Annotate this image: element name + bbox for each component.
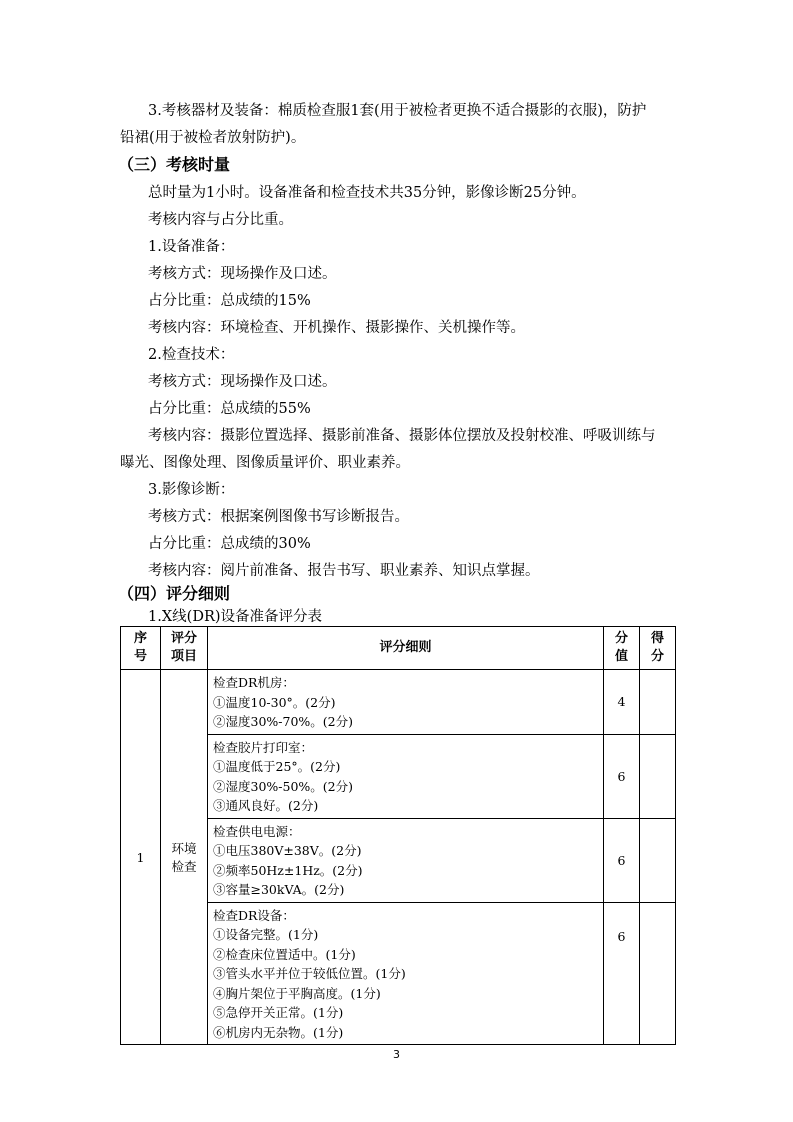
detail-line: ①设备完整。(1分) [213, 927, 319, 942]
detail-line: 检查DR机房： [213, 675, 295, 690]
detail-line: ②频率50Hz±1Hz。(2分) [213, 862, 363, 878]
s3-method: 考核方式：根据案例图像书写诊断报告。 [148, 509, 409, 525]
row-got-input[interactable] [640, 902, 676, 1045]
s2-weight: 占分比重：总成绩的55% [148, 401, 311, 417]
table-caption: 1.X线(DR)设备准备评分表 [148, 609, 323, 625]
header-got-line-2: 分 [650, 649, 664, 664]
header-index [121, 627, 161, 670]
detail-line: ③管头水平并位于较低位置。(1分) [213, 966, 406, 981]
s2-content-line-2: 曝光、图像处理、图像质量评价、职业素养。 [120, 455, 410, 471]
group-item-line-1: 环境 [171, 841, 197, 856]
row-detail [208, 670, 604, 735]
header-got [640, 627, 676, 670]
detail-line: 检查供电电源： [213, 823, 301, 839]
s2-title: 2.检查技术： [148, 347, 235, 363]
row-got-input[interactable] [640, 734, 676, 818]
s2-method: 考核方式：现场操作及口述。 [148, 374, 337, 390]
detail-line: ③容量≥30kVA。(2分) [213, 882, 345, 897]
detail-line: ①温度10-30°。(2分) [213, 694, 336, 710]
s1-method: 考核方式：现场操作及口述。 [148, 266, 337, 282]
detail-line: ②检查床位置适中。(1分) [213, 946, 356, 962]
group-index: 1 [121, 670, 161, 1045]
table-row [121, 670, 676, 735]
detail-line: ①电压380V±38V。(2分) [213, 843, 362, 858]
row-detail [208, 818, 604, 902]
detail-line: ⑤急停开关正常。(1分) [213, 1005, 344, 1020]
group-item [161, 670, 208, 1045]
scoring-table [120, 626, 676, 1045]
detail-line: ②湿度30%-50%。(2分) [213, 778, 353, 794]
header-score-line-2: 值 [614, 649, 628, 664]
page-number: 3 [393, 1048, 400, 1061]
detail-line: ⑥机房内无杂物。(1分) [213, 1024, 344, 1040]
section-heading-scoring: （四）评分细则 [118, 584, 231, 603]
header-item [161, 627, 208, 670]
header-detail: 评分细则 [208, 627, 604, 670]
row-score: 6 [604, 818, 640, 902]
row-detail [208, 902, 604, 1045]
equipment-line-2: 铅裙(用于被检者放射防护)。 [120, 130, 306, 146]
row-got-input[interactable] [640, 670, 676, 735]
row-score: 4 [604, 670, 640, 735]
row-detail [208, 734, 604, 818]
detail-line: ③通风良好。(2分) [213, 798, 319, 813]
s3-title: 3.影像诊断： [148, 482, 235, 498]
header-item-line-1: 评分 [170, 631, 197, 646]
detail-line: ②湿度30%-70%。(2分) [213, 714, 353, 729]
detail-line: ④胸片架位于平胸高度。(1分) [213, 985, 381, 1001]
detail-line: 检查胶片打印室： [213, 739, 314, 755]
content-weight: 考核内容与占分比重。 [148, 212, 293, 228]
equipment-line-1: 3.考核器材及装备：棉质检查服1套(用于被检者更换不适合摄影的衣服)，防护 [148, 103, 647, 119]
section-heading-time: （三）考核时量 [118, 155, 231, 174]
s2-content-line-1: 考核内容：摄影位置选择、摄影前准备、摄影体位摆放及投射校准、呼吸训练与 [148, 428, 656, 444]
group-item-line-2: 检查 [171, 859, 197, 874]
s3-weight: 占分比重：总成绩的30% [148, 536, 311, 552]
total-time: 总时量为1小时。设备准备和检查技术共35分钟，影像诊断25分钟。 [148, 185, 586, 201]
header-got-line-1: 得 [650, 631, 664, 646]
row-score: 6 [604, 734, 640, 818]
table-header-row [121, 627, 676, 670]
s1-title: 1.设备准备： [148, 239, 235, 255]
header-index-line-2: 号 [133, 649, 147, 664]
header-score [604, 627, 640, 670]
s1-weight: 占分比重：总成绩的15% [148, 293, 311, 309]
header-index-line-1: 序 [133, 631, 147, 646]
row-score: 6 [604, 902, 640, 1045]
detail-line: 检查DR设备： [213, 907, 295, 923]
s3-content: 考核内容：阅片前准备、报告书写、职业素养、知识点掌握。 [148, 563, 540, 579]
header-score-line-1: 分 [614, 631, 628, 646]
header-item-line-2: 项目 [170, 649, 197, 664]
s1-content: 考核内容：环境检查、开机操作、摄影操作、关机操作等。 [148, 320, 525, 336]
row-got-input[interactable] [640, 818, 676, 902]
detail-line: ①温度低于25°。(2分) [213, 759, 341, 774]
